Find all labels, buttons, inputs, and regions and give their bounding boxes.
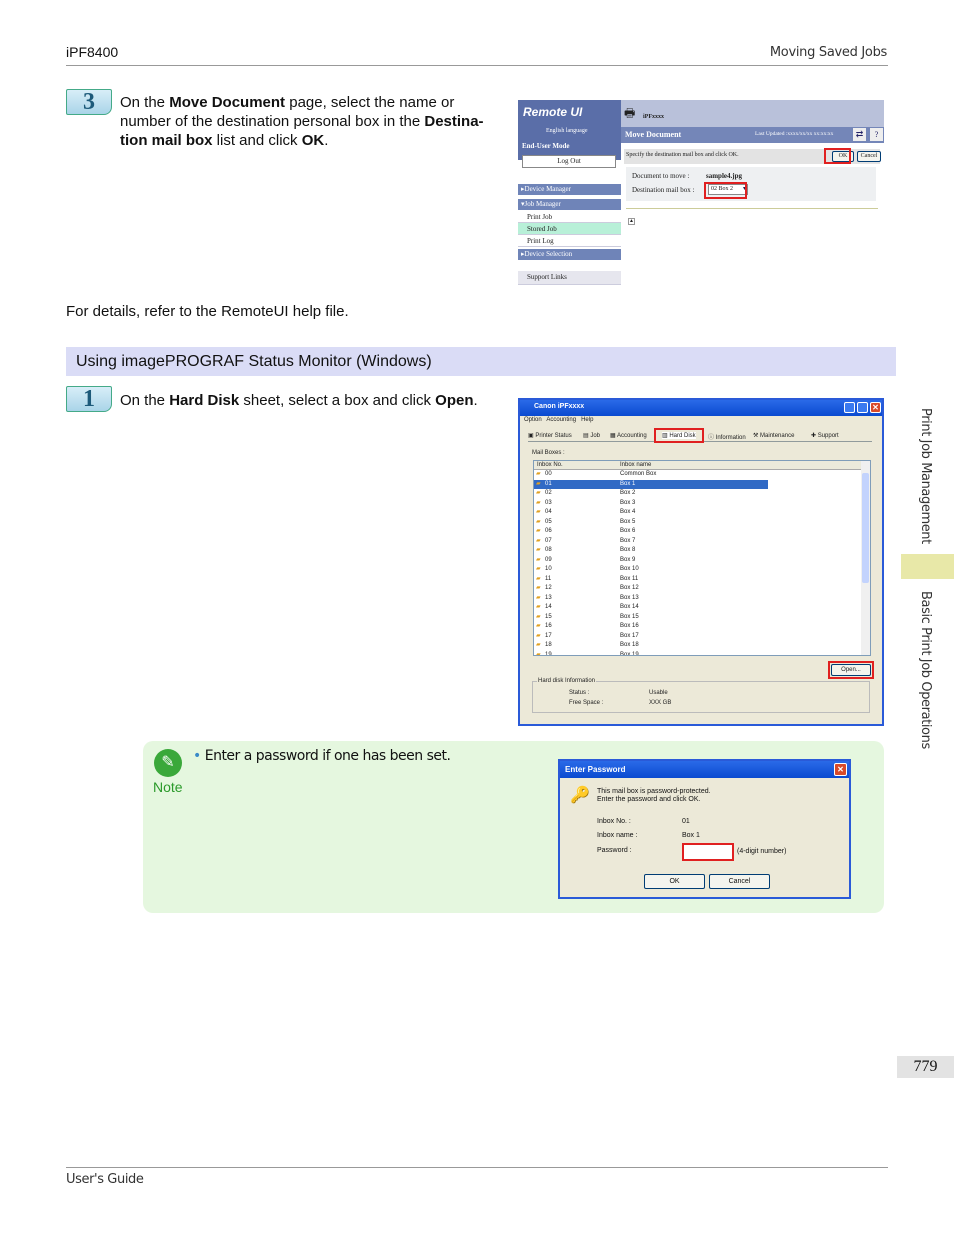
bullet-icon: • [193,748,201,764]
password-ok-button[interactable]: OK [644,874,705,889]
folder-icon: ▰ [536,575,541,582]
inbox-no-cell: 00 [545,471,552,477]
nav-device-manager[interactable]: ▸Device Manager [518,184,621,195]
mode-label: End-User Mode [522,142,570,150]
tab-accounting[interactable]: ▦ Accounting [610,433,647,439]
remote-ui-logo: Remote UI [523,105,583,119]
tab-job[interactable]: ▤ Job [583,433,601,439]
inbox-no-cell: 05 [545,518,552,525]
password-titlebar: Enter Password ✕ [560,761,849,778]
ok-highlight [824,148,851,164]
inbox-no-cell: 19 [545,651,552,656]
page-title: Move Document [625,130,682,139]
doc-to-move-value: sample4.jpg [706,172,742,180]
table-row[interactable] [534,499,870,509]
nav-support-links[interactable]: Support Links [518,271,621,285]
note-bullet: • Enter a password if one has been set. [193,748,451,764]
inbox-name-cell: Box 1 [620,480,636,487]
open-button[interactable]: Open... [831,664,871,676]
inbox-no-cell: 03 [545,499,552,506]
password-field[interactable] [682,843,734,861]
inbox-no-cell: 01 [545,480,552,487]
hd-info-label: Hard disk Information [538,678,596,684]
inbox-name-label: Inbox name : [597,832,638,839]
folder-icon: ▰ [536,509,541,515]
inbox-no-label: Inbox No. : [597,818,631,825]
step-1-number: 1 [66,386,112,412]
folder-icon: ▰ [536,594,541,601]
folder-icon: ▰ [536,499,541,506]
keys-icon: 🔑 [570,787,590,804]
inbox-name-cell: Box 12 [620,585,639,591]
folder-icon: ▰ [536,528,541,534]
inbox-no-cell: 16 [545,623,552,629]
inbox-name-cell: Box 6 [620,528,636,534]
folder-icon: ▰ [536,547,541,553]
remote-ui-logo-panel [518,100,621,160]
ok-button[interactable]: OK [832,151,854,162]
password-msg-2: Enter the password and click OK. [597,796,701,803]
note-label: Note [153,779,183,795]
close-icon[interactable]: ✕ [834,763,847,776]
side-tab-chapter: Print Job Management [918,408,933,544]
folder-icon: ▰ [536,651,541,656]
inbox-name-cell: Box 3 [620,499,636,506]
chevron-down-icon: ▾ [742,186,746,192]
header-rule [66,65,888,66]
form-divider [626,208,878,209]
close-icon[interactable]: ✕ [870,402,881,413]
scroll-thumb[interactable] [862,473,869,583]
nav-job-manager[interactable]: ▾Job Manager [518,199,621,210]
inbox-name-cell: Box 11 [620,575,639,582]
inbox-name-cell: Box 2 [620,490,636,496]
folder-icon: ▰ [536,566,541,572]
folder-icon: ▰ [536,613,541,620]
tab-information[interactable]: ⓘ Information [708,435,746,441]
nav-print-log[interactable]: Print Log [518,235,621,247]
side-tab-marker [901,554,954,579]
inbox-no-cell: 17 [545,632,552,639]
nav-stored-job[interactable]: Stored Job [518,223,621,235]
inbox-name-cell: Box 16 [620,623,639,629]
table-row[interactable] [534,527,870,537]
folder-icon: ▰ [536,537,541,544]
remote-ui-sidebar [518,100,621,285]
remote-ui-screenshot [518,100,884,285]
table-row[interactable] [534,508,870,518]
folder-icon: ▰ [536,480,541,487]
free-space-label: Free Space : [569,700,604,706]
inbox-name-cell: Box 14 [620,604,639,610]
status-label: Status : [569,690,590,696]
nav-device-selection[interactable]: ▸Device Selection [518,249,621,260]
cancel-button[interactable]: Cancel [857,151,881,162]
folder-icon: ▰ [536,585,541,591]
details-text: For details, refer to the RemoteUI help file. [66,303,349,320]
hard-disk-info-group [532,678,870,713]
table-row[interactable] [534,565,870,575]
password-dialog [558,759,851,899]
inbox-no-cell: 11 [545,575,552,582]
section-title: Using imagePROGRAF Status Monitor (Windows) [66,347,896,376]
inbox-no-cell: 09 [545,556,552,563]
doc-to-move-label: Document to move : [632,172,690,180]
list-header [534,461,870,470]
table-row[interactable] [534,518,870,528]
pencil-icon: ✎ [154,749,182,777]
folder-icon: ▰ [536,518,541,525]
inbox-no-cell: 15 [545,613,552,620]
tab-hard-disk[interactable]: ▥ Hard Disk [662,433,696,439]
printer-icon: 🖶 [624,106,636,120]
password-cancel-button[interactable]: Cancel [709,874,770,889]
inbox-name-cell: Box 9 [620,556,636,563]
table-row[interactable] [534,480,768,490]
instruction-text: Specify the destination mail box and click OK. [626,152,739,158]
folder-icon: ▰ [536,642,541,648]
footer-text: User's Guide [66,1172,144,1187]
inbox-name-cell: Box 19 [620,651,639,656]
table-row[interactable] [534,613,870,623]
inbox-no-cell: 06 [545,528,552,534]
monitor-titlebar: Canon iPFxxxx ✕ [520,400,882,416]
mailbox-list [533,460,871,656]
table-row[interactable] [534,641,870,651]
inbox-name-cell: Box 10 [620,566,639,572]
inbox-no-cell: 12 [545,585,552,591]
inbox-no-cell: 08 [545,547,552,553]
table-row[interactable] [534,489,870,499]
nav-print-job[interactable]: Print Job [518,211,621,223]
step-3-number: 3 [66,89,112,115]
footer-rule [66,1167,888,1168]
table-row[interactable] [534,575,870,585]
password-hint: (4-digit number) [737,848,787,855]
table-row[interactable] [534,632,870,642]
folder-icon: ▰ [536,556,541,563]
inbox-name-cell: Box 17 [620,632,639,639]
hard-disk-tab-highlight [654,428,704,443]
password-msg-1: This mail box is password-protected. [597,788,711,795]
open-button-highlight [828,661,874,679]
table-row[interactable] [534,622,870,632]
inbox-no-cell: 18 [545,642,552,648]
minimize-icon[interactable] [844,402,855,413]
inbox-name-cell: Box 18 [620,642,639,648]
inbox-no-cell: 10 [545,566,552,572]
page-title-bar [621,127,884,143]
dest-mailbox-select[interactable]: 02 Box 2 ▾ [708,184,748,195]
step-3-text: On the Move Document page, select the name or number of the destination personal box in the Destina-tion mail box list and click OK. [120,94,484,149]
list-scrollbar[interactable] [861,461,870,656]
inbox-no-cell: 02 [545,490,552,496]
table-row[interactable] [534,537,870,547]
tab-support[interactable]: ✚ Support [811,433,839,439]
remote-ui-topbar [621,100,884,127]
free-space-value: XXX GB [649,700,672,706]
folder-icon: ▰ [536,632,541,639]
logout-button[interactable]: Log Out [522,155,616,168]
printer-name: iPFxxxx [643,114,664,120]
help-icon[interactable]: ? [870,128,883,141]
inbox-name-cell: Box 8 [620,547,636,553]
language-link[interactable]: English language [546,128,588,134]
dest-mailbox-label: Destination mail box : [632,186,695,194]
dest-mailbox-highlight [704,182,747,199]
password-label: Password : [597,847,632,854]
inbox-no-cell: 13 [545,594,552,601]
inbox-name-cell: Box 5 [620,518,636,525]
status-monitor-window [518,398,884,726]
table-row[interactable] [534,546,870,556]
inbox-name-cell: Box 13 [620,594,639,601]
inbox-name-cell: Box 4 [620,509,636,515]
folder-icon: ▰ [536,471,541,477]
side-tab-section: Basic Print Job Operations [918,591,933,749]
inbox-no-cell: 14 [545,604,552,610]
tab-maintenance[interactable]: ⚒ Maintenance [753,433,795,439]
folder-icon: ▰ [536,604,541,610]
step-1-text: On the Hard Disk sheet, select a box and click Open. [120,392,478,409]
header-product: iPF8400 [66,44,119,60]
col-inbox-name[interactable]: Inbox name [620,462,652,468]
table-row[interactable] [534,584,870,594]
menu-accounting[interactable]: Accounting [546,417,577,423]
inbox-name-value: Box 1 [682,832,700,839]
folder-icon: ▰ [536,623,541,629]
menu-help[interactable]: Help [581,417,594,423]
inbox-name-cell: Box 7 [620,537,636,544]
maximize-icon[interactable] [857,402,868,413]
status-value: Usable [649,690,668,696]
table-row[interactable] [534,556,870,566]
last-updated: Last Updated :xxxx/xx/xx xx:xx:xx [755,131,834,137]
inbox-no-cell: 07 [545,537,552,544]
refresh-icon[interactable]: ⇄ [853,128,866,141]
move-form [626,167,876,201]
inbox-no-cell: 04 [545,509,552,515]
table-row[interactable] [534,594,870,604]
tab-printer-status[interactable]: ▣ Printer Status [528,433,572,439]
table-row[interactable] [534,603,870,613]
table-row[interactable] [534,470,870,480]
folder-icon: ▰ [536,490,541,496]
table-row[interactable] [534,651,870,657]
menu-bar [524,417,593,423]
mailboxes-label: Mail Boxes : [532,450,565,456]
page-number: 779 [897,1056,954,1078]
inbox-name-cell: Box 15 [620,613,639,620]
menu-option[interactable]: Option [524,417,542,423]
header-section: Moving Saved Jobs [769,45,887,60]
col-inbox-no[interactable]: Inbox No. [537,462,563,468]
inbox-no-value: 01 [682,818,690,825]
inbox-name-cell: Common Box [620,471,657,477]
scroll-top-icon[interactable]: ▲ [629,219,634,224]
